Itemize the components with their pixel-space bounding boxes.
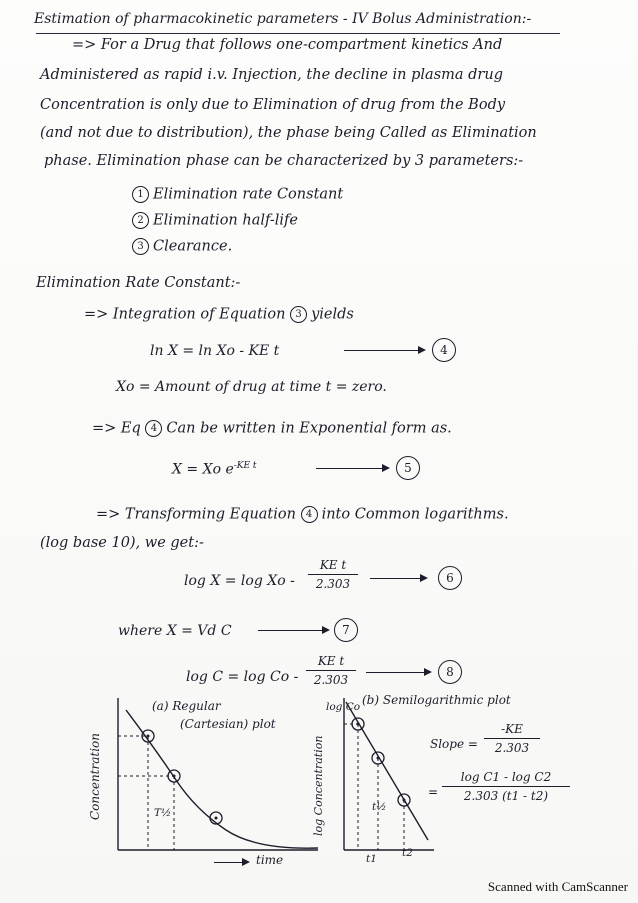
- graph-a-label-2: (Cartesian) plot: [180, 717, 276, 731]
- param-num-1: 1: [132, 186, 149, 203]
- equation-6-left: log X = log Xo -: [184, 573, 295, 589]
- param-label-2: Elimination half-life: [153, 212, 298, 229]
- title-underline: [36, 33, 560, 34]
- arrow-eq4: [344, 350, 424, 351]
- graph-b-label: (b) Semilogarithmic plot: [362, 693, 511, 707]
- exp-ref: 4: [145, 420, 162, 437]
- eq8-numerator: KE t: [306, 654, 356, 671]
- param-num-3: 3: [132, 238, 149, 255]
- slope-numerator: -KE: [484, 722, 540, 739]
- eq6-numerator: KE t: [308, 558, 358, 575]
- param-label-1: Elimination rate Constant: [153, 186, 344, 203]
- equation-7: where X = Vd C: [118, 623, 232, 639]
- arrow-time: [214, 862, 248, 863]
- eq6-denominator: 2.303: [315, 577, 351, 591]
- exponential-line: [92, 420, 452, 437]
- equation-6-number: 6: [438, 566, 462, 590]
- eq5-exponent: -KE t: [233, 461, 257, 471]
- graph-b-t-half: t½: [372, 801, 387, 813]
- graph-b-ylabel: log Concentration: [312, 735, 325, 836]
- transform-tail: into Common logarithms.: [321, 506, 509, 523]
- slope-denominator: 2.303: [494, 741, 530, 755]
- integration-text: => Integration of Equation: [84, 306, 286, 323]
- arrow-eq6: [370, 578, 426, 579]
- intro-line-4: (and not due to distribution), the phase being Called as Elimination: [40, 125, 537, 141]
- integration-ref: 3: [290, 306, 307, 323]
- graph-b-y-top: log Co: [326, 701, 361, 713]
- arrow-eq8: [366, 672, 430, 673]
- eq8-denominator: 2.303: [313, 673, 349, 687]
- transform-text: => Transforming Equation: [96, 506, 296, 523]
- page-title: Estimation of pharmacokinetic parameters - IV Bolus Administration:-: [34, 11, 532, 27]
- equation-8-left: log C = log Co -: [186, 669, 299, 685]
- equation-4-number: 4: [432, 338, 456, 362]
- param-num-2: 2: [132, 212, 149, 229]
- equation-7-number: 7: [334, 618, 358, 642]
- slope-formula-fraction: [442, 770, 570, 803]
- transform-line: [96, 506, 509, 523]
- equation-8-number: 8: [438, 660, 462, 684]
- transform-ref: 4: [301, 506, 318, 523]
- graph-b-t2: t2: [402, 847, 413, 859]
- equation-5: [172, 462, 257, 477]
- eq5-base: X = Xo e: [172, 461, 234, 478]
- time-label: time: [256, 853, 284, 867]
- equation-8-fraction: [306, 654, 356, 687]
- section-heading: Elimination Rate Constant:-: [36, 275, 241, 291]
- slope-formula-denominator: 2.303 (t1 - t2): [463, 789, 549, 803]
- param-item-1: [132, 186, 343, 203]
- graph-a-t-half: T½: [154, 807, 172, 819]
- graph-b-semilog: [318, 690, 438, 870]
- slope-fraction: [484, 722, 540, 755]
- arrow-eq5: [316, 468, 388, 469]
- intro-line-3: Concentration is only due to Elimination of drug from the Body: [40, 97, 506, 113]
- exp-pre: => Eq: [92, 420, 141, 437]
- intro-line-1: => For a Drug that follows one-compartment kinetics And: [72, 37, 503, 53]
- equation-4: ln X = ln Xo - KE t: [150, 343, 280, 359]
- graph-a-label-1: (a) Regular: [152, 699, 221, 713]
- log-base-line: (log base 10), we get:-: [40, 535, 204, 551]
- equation-6-fraction: [308, 558, 358, 591]
- intro-line-5: phase. Elimination phase can be characterized by 3 parameters:-: [44, 153, 524, 169]
- intro-line-2: Administered as rapid i.v. Injection, the decline in plasma drug: [40, 67, 503, 83]
- arrow-eq7: [258, 630, 328, 631]
- slope-label: Slope =: [430, 737, 478, 751]
- slope-formula-numerator: log C1 - log C2: [442, 770, 570, 787]
- param-item-3: [132, 238, 232, 255]
- x0-definition: Xo = Amount of drug at time t = zero.: [116, 379, 387, 395]
- integration-tail: yields: [311, 306, 354, 323]
- param-item-2: [132, 212, 298, 229]
- scanner-footer: Scanned with CamScanner: [487, 879, 628, 894]
- equation-5-number: 5: [396, 456, 420, 480]
- graph-b-t1: t1: [366, 853, 377, 865]
- graph-a-ylabel: Concentration: [88, 732, 102, 820]
- exp-post: Can be written in Exponential form as.: [166, 420, 452, 437]
- integration-line: [84, 306, 354, 323]
- slope-equals: =: [428, 785, 439, 799]
- param-label-3: Clearance.: [153, 238, 233, 255]
